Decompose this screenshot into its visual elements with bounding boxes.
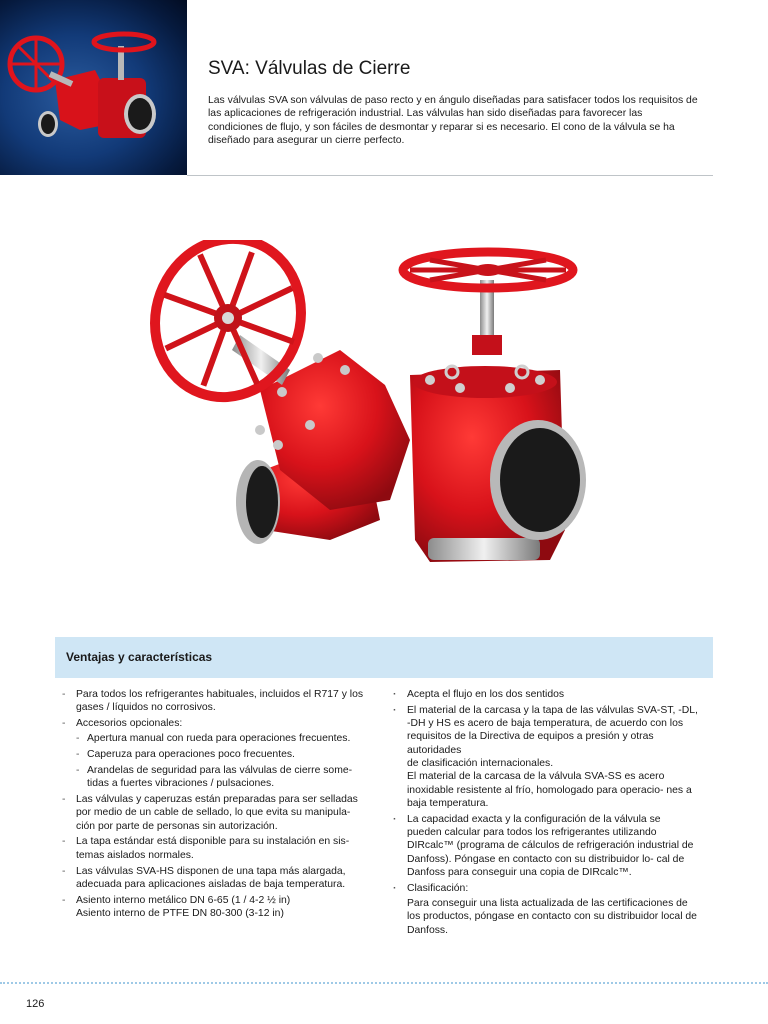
features-section-header	[55, 637, 713, 678]
list-item	[393, 882, 698, 937]
sub-list-item: - Arandelas de seguridad para las válvulas de cierre some- tidas a fuertes vibraciones / pulsaciones.	[76, 764, 367, 791]
page-number: 126	[26, 998, 45, 1010]
list-item-body: Para conseguir una lista actualizada de las certificaciones de los productos, póngase en contacto con su distribuidor local de Danfoss.	[407, 897, 697, 936]
valve-product-image	[130, 240, 610, 570]
page-title: SVA: Válvulas de Cierre	[208, 58, 411, 79]
list-item: - Para todos los refrigerantes habituales, incluidos el R717 y los gases / líquidos no corrosivos.	[62, 688, 367, 715]
intro-paragraph: Las válvulas SVA son válvulas de paso recto y en ángulo diseñadas para satisfacer todos los requisitos de las aplicaciones de refrigeración industrial. Las válvulas han sido diseñadas para favorecer las condiciones de flujo, y son fáciles de desmontar y reparar si es necesario. El cono de la válvula se ha diseñado para asegurar un cierre perfecto.	[208, 95, 698, 146]
features-left-column	[62, 688, 367, 923]
sub-list-item: - Apertura manual con rueda para operaciones frecuentes.	[76, 732, 367, 745]
list-item-text: - Asiento interno metálico DN 6-65 (1 / 4-2 ½ in)	[76, 894, 291, 906]
list-item	[393, 704, 698, 810]
list-item	[62, 717, 367, 790]
section-title: Ventajas y características	[66, 650, 213, 664]
list-item-text-line2: Asiento interno de PTFE DN 80-300 (3-12 in)	[76, 907, 284, 919]
list-item: - La tapa estándar está disponible para su instalación en sis- temas aislados normales.	[62, 835, 367, 862]
list-item-text: · Clasificación:	[407, 882, 469, 894]
list-item-text: Accesorios opcionales:	[76, 718, 183, 730]
list-item: · Acepta el flujo en los dos sentidos	[393, 688, 698, 701]
list-item-text: · El material de la carcasa y la tapa de las válvulas SVA-ST, -DL, -DH y HS es acero de baja temperatura, de acuerdo con los requisitos de la Directiva de equipos a presión y otras autoridades	[407, 704, 698, 756]
valve-thumbnail-image	[0, 0, 187, 175]
sub-list-item: - Caperuza para operaciones poco frecuentes.	[76, 748, 367, 761]
footer-divider	[0, 982, 768, 984]
header-product-thumbnail	[0, 0, 187, 175]
list-item	[62, 894, 367, 921]
list-item: - Las válvulas SVA-HS disponen de una tapa más alargada, adecuada para aplicaciones aisladas de baja temperatura.	[62, 865, 367, 892]
list-item: - Las válvulas y caperuzas están preparadas para ser selladas por medio de un cable de sellado, lo que evita su manipula- ción por parte de personas sin autorización.	[62, 793, 367, 833]
header-divider	[187, 175, 713, 176]
list-item-text-line2: de clasificación internacionales.	[407, 757, 554, 769]
list-item-text-line3: El material de la carcasa de la válvula SVA-SS es acero inoxidable resistente al frío, homologado para operacio- nes a baja temperatura.	[407, 771, 692, 809]
features-right-column	[393, 688, 698, 939]
list-item: · La capacidad exacta y la configuración de la válvula se pueden calcular para todos los refrigerantes utilizando DIRcalc™ (programa de cálculos de refrigeración industrial de Danfoss). Póngase en contacto con su distribuidor lo- cal de Danfoss para conseguir una copia de DIRcalc™.	[393, 813, 698, 879]
